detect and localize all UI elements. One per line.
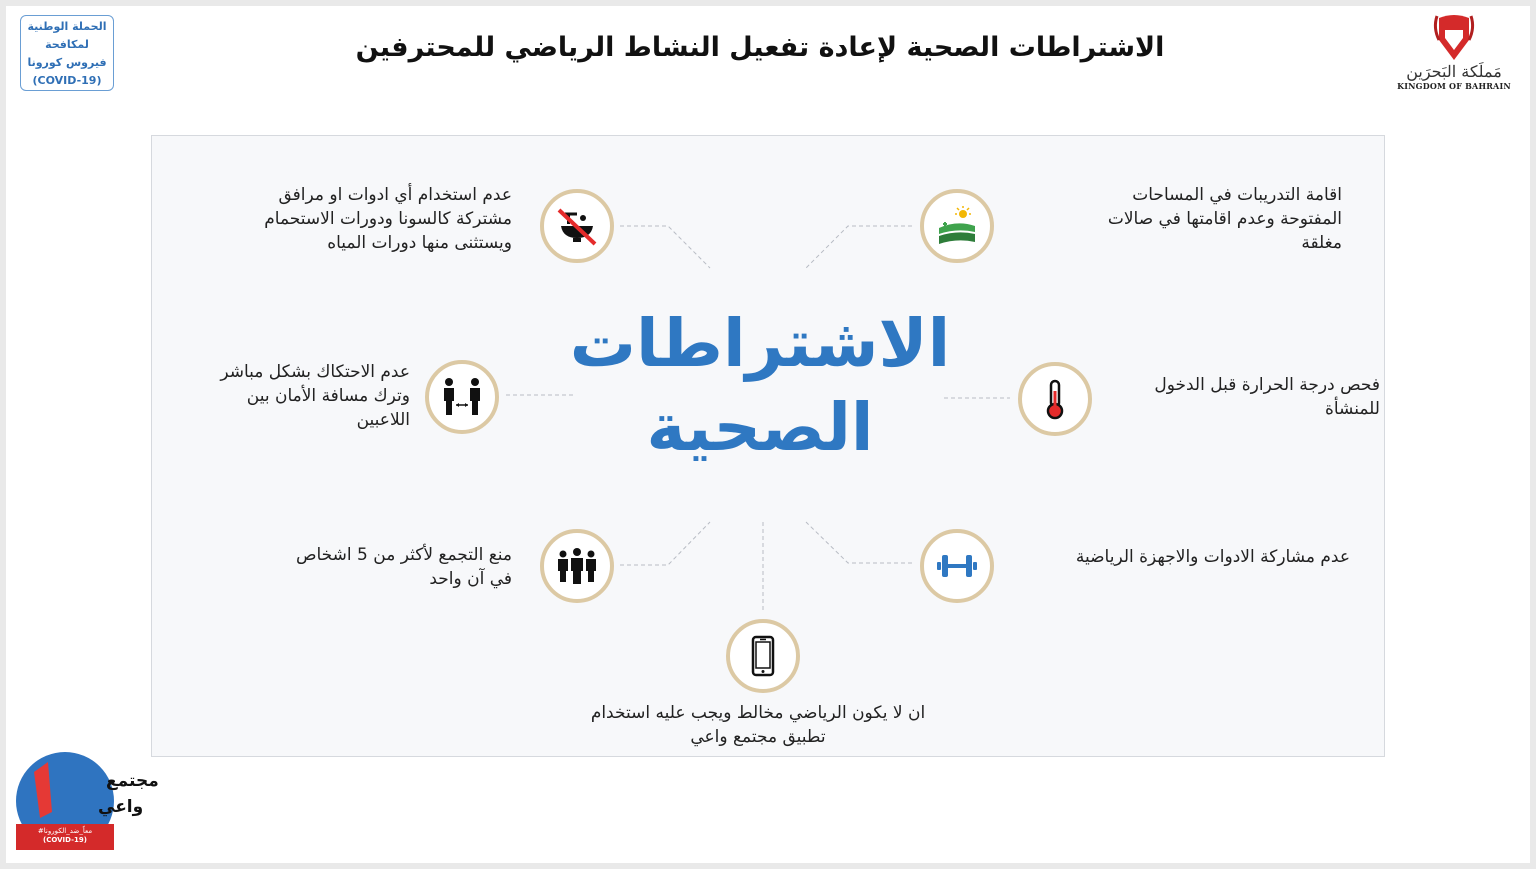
kingdom-name-ar: مَملَكة البَحرَين [1406, 62, 1502, 81]
page-title: الاشتراطات الصحية لإعادة تفعيل النشاط الرياضي للمحترفين [355, 32, 1165, 63]
phone-icon [726, 619, 800, 693]
bahrain-emblem-icon [1429, 10, 1479, 62]
campaign-line: فيروس كورونا [27, 56, 107, 69]
item-text-line: ويستثنى منها دورات المياه [327, 233, 512, 253]
campaign-line: (COVID-19) [32, 74, 102, 87]
item-text-line: في آن واحد [429, 569, 512, 589]
item-no-gathering [220, 543, 512, 591]
item-text-line: عدم الاحتكاك بشكل مباشر [220, 362, 410, 382]
item-text-line: عدم مشاركة الادوات والاجهزة الرياضية [1075, 547, 1350, 567]
campaign-badge [20, 15, 114, 91]
item-text-line: اللاعبين [356, 410, 410, 430]
item-text-line: تطبيق مجتمع واعي [690, 727, 826, 747]
item-text-line: اقامة التدريبات في المساحات [1132, 185, 1342, 205]
campaign-line: الحملة الوطنية [27, 20, 107, 33]
item-outdoor-training [1022, 183, 1342, 255]
item-text-line: وترك مسافة الأمان بين [246, 386, 410, 406]
item-temperature-check [1110, 373, 1380, 421]
mujtama-waei-logo [16, 752, 159, 850]
center-heading-line: الاشتراطات [569, 305, 951, 382]
item-text-line: مغلقة [1301, 233, 1342, 253]
item-text-line: مشتركة كالسونا ودورات الاستحمام [264, 209, 512, 229]
item-text-line: عدم استخدام أي ادوات او مرافق [278, 185, 512, 205]
item-text-line: فحص درجة الحرارة قبل الدخول [1154, 375, 1380, 395]
logo-tag: #معاً_ضد_الكورونا [37, 827, 93, 835]
logo-word-mujtama: مجتمع [106, 771, 159, 791]
center-heading [560, 302, 960, 470]
item-text-line: منع التجمع لأكثر من 5 اشخاص [295, 545, 512, 565]
item-text-line: ان لا يكون الرياضي مخالط ويجب عليه استخدام [590, 703, 926, 723]
logo-word-waei: واعي [98, 797, 144, 817]
item-text-line: المفتوحة وعدم اقامتها في صالات [1107, 209, 1342, 229]
item-keep-distance [150, 360, 410, 432]
kingdom-name-en: KINGDOM OF BAHRAIN [1397, 81, 1511, 91]
item-no-shared-facilities [200, 183, 512, 255]
campaign-line: لمكافحة [45, 38, 89, 51]
logo-covid: (COVID-19) [43, 836, 87, 844]
item-text-line: للمنشأة [1324, 399, 1380, 419]
group-icon [540, 529, 614, 603]
distance-icon [425, 360, 499, 434]
thermometer-icon [1018, 362, 1092, 436]
dumbbell-icon [920, 529, 994, 603]
item-no-sharing-equipment [1020, 545, 1350, 569]
no-sink-icon [540, 189, 614, 263]
outdoor-field-icon [920, 189, 994, 263]
item-app-usage [560, 701, 956, 749]
center-heading-line: الصحية [646, 389, 874, 466]
kingdom-logo [1384, 10, 1524, 100]
